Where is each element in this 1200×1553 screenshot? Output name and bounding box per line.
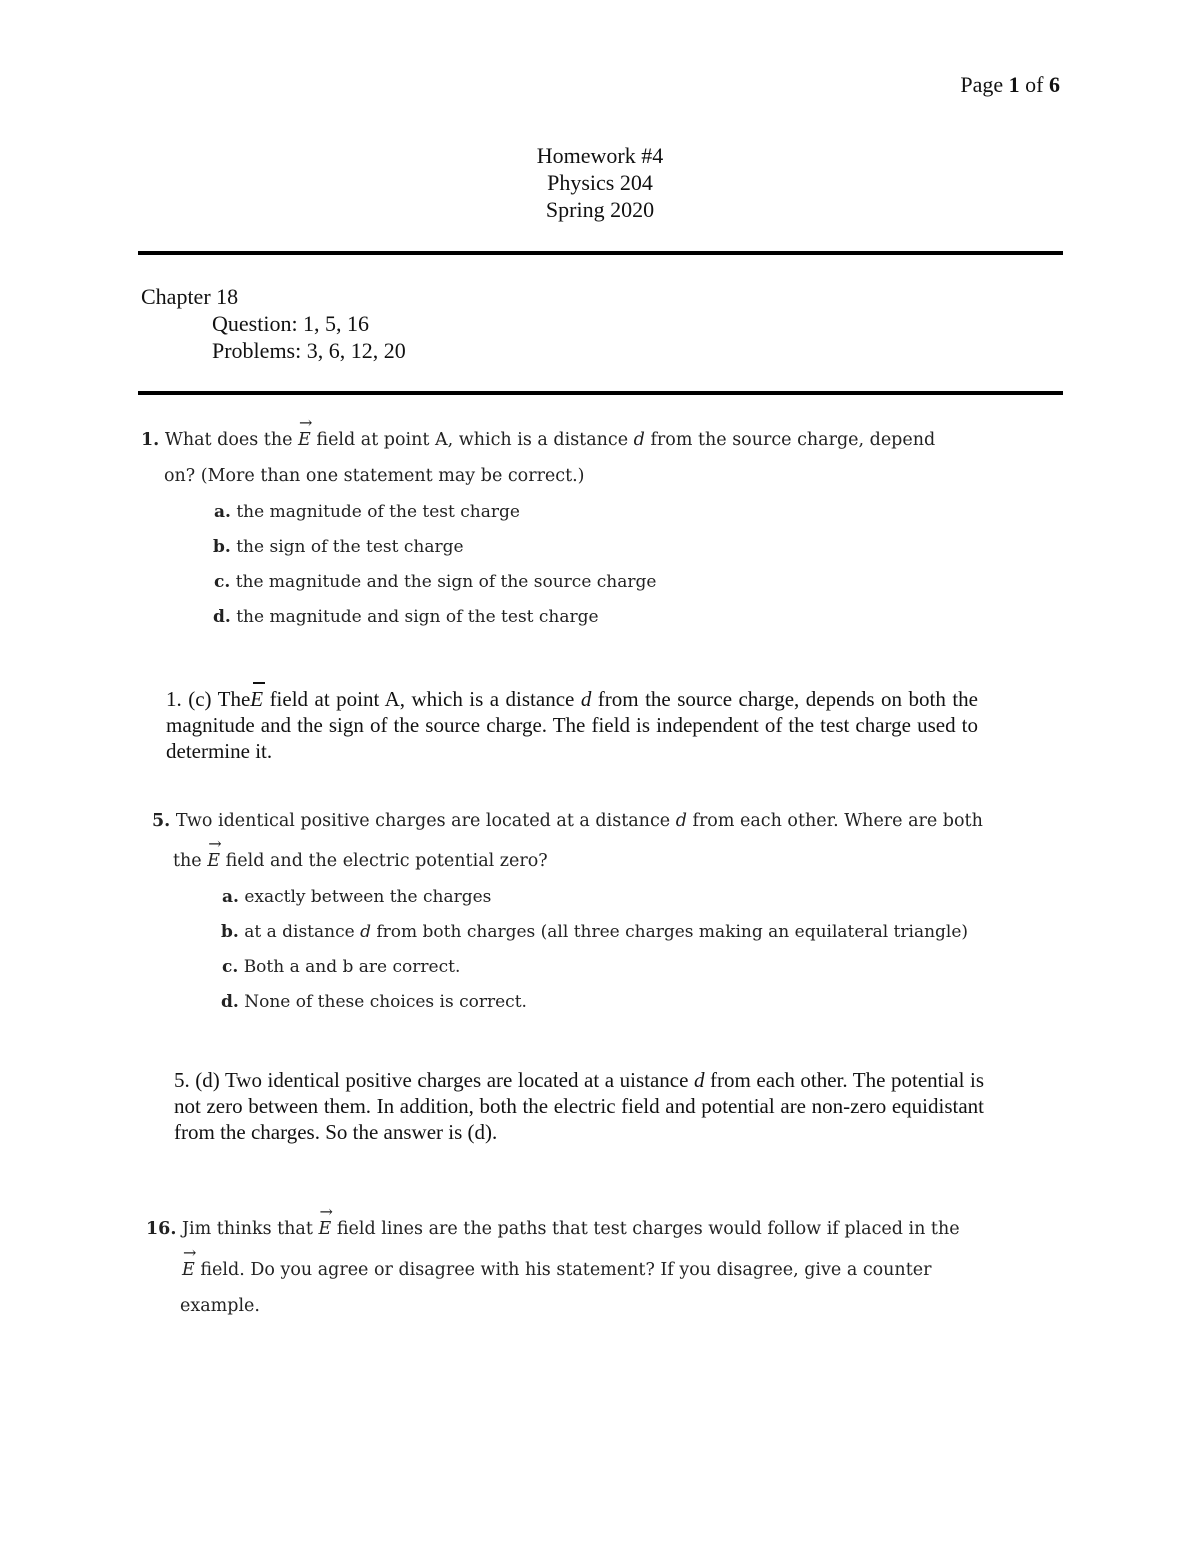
header-title: Homework #4 — [536, 143, 664, 168]
option-letter: c. — [214, 572, 231, 592]
vector-e-symbol: → E — [182, 1243, 197, 1280]
vector-e-symbol: → E — [298, 413, 313, 450]
answer-text: from each other. The potential is not zero between them. In addition, both the electric field and potential are non-zero equidistant from the charges. So the answer is (d). — [174, 1068, 985, 1144]
q5-option-b — [221, 922, 968, 942]
problems-list: Problems: 3, 6, 12, 20 — [212, 338, 406, 363]
question-16-line3: example. — [180, 1296, 260, 1316]
divider-bottom — [138, 391, 1063, 395]
question-number: 1. — [141, 430, 160, 450]
question-text: Two identical positive charges are located at a distance — [175, 811, 671, 831]
question-5-line1 — [152, 811, 983, 831]
page-of-label: of — [1025, 72, 1044, 97]
option-letter: c. — [222, 957, 239, 977]
option-text: the sign of the test charge — [236, 537, 464, 557]
question-text: What does the — [164, 430, 293, 450]
q5-option-c — [222, 957, 460, 977]
question-5-line2 — [173, 834, 548, 871]
questions-list: Question: 1, 5, 16 — [212, 311, 370, 336]
chapter-label: Chapter 18 — [141, 284, 239, 309]
question-text: Jim thinks that — [182, 1219, 313, 1239]
question-text: from each other. Where are both — [692, 811, 983, 831]
option-letter: d. — [213, 607, 231, 627]
option-text: Both a and b are correct. — [243, 957, 461, 977]
question-number: 16. — [146, 1219, 177, 1239]
option-text: the magnitude and the sign of the source charge — [235, 572, 657, 592]
question-text: field. Do you agree or disagree with his statement? If you disagree, give a counter — [200, 1260, 932, 1280]
q1-option-b — [213, 537, 464, 557]
vector-e-symbol — [250, 686, 263, 712]
option-text: exactly between the charges — [244, 887, 492, 907]
question-text: from the source charge, depend — [650, 430, 936, 450]
question-1-line1 — [141, 413, 936, 450]
answer-text: from the source charge, depends on both the magnitude and the sign of the source charge. The field is independent of the test charge used to determine it. — [166, 687, 978, 763]
q1-option-c — [214, 572, 656, 592]
question-1-line2: on? (More than one statement may be correct.) — [164, 466, 585, 486]
answer-text: 5. (d) Two identical positive charges are located at a uistance — [174, 1068, 689, 1092]
question-16-line2 — [182, 1243, 932, 1280]
header-term: Spring 2020 — [545, 197, 655, 222]
option-letter: d. — [221, 992, 239, 1012]
variable-d: d — [633, 430, 645, 450]
question-16-line1 — [146, 1202, 960, 1239]
q1-option-a — [214, 502, 520, 522]
vector-e-symbol: → E — [318, 1202, 333, 1239]
vector-letter: E — [298, 430, 311, 450]
header-course: Physics 204 — [547, 170, 653, 195]
answer-text: field at point A, which is a distance — [269, 687, 575, 711]
divider-top — [138, 251, 1063, 255]
page-current: 1 — [1008, 72, 1020, 97]
variable-d: d — [580, 687, 592, 711]
question-text: field lines are the paths that test charges would follow if placed in the — [336, 1219, 960, 1239]
page-total: 6 — [1049, 72, 1060, 97]
variable-d: d — [360, 922, 371, 942]
answer-text: 1. (c) The — [166, 687, 251, 711]
option-text: None of these choices is correct. — [244, 992, 527, 1012]
document-header — [0, 142, 1200, 223]
answer-5 — [174, 1067, 984, 1145]
q1-option-d — [213, 607, 599, 627]
vector-letter: E — [182, 1260, 195, 1280]
option-text: the magnitude and sign of the test charge — [236, 607, 599, 627]
vector-letter: E — [318, 1219, 332, 1239]
vector-letter: E — [207, 851, 221, 871]
question-number: 5. — [152, 811, 171, 831]
variable-d: d — [675, 811, 687, 831]
option-letter: b. — [221, 922, 239, 942]
option-letter: a. — [222, 887, 239, 907]
option-text: at a distance — [244, 922, 355, 942]
q5-option-a — [222, 887, 491, 907]
q5-option-d — [221, 992, 527, 1012]
question-text: field and the electric potential zero? — [225, 851, 548, 871]
question-text: the — [173, 851, 202, 871]
variable-d: d — [693, 1068, 705, 1092]
vector-e-symbol: → E — [207, 834, 222, 871]
vector-letter: E — [250, 687, 264, 711]
page-number — [960, 72, 1060, 98]
option-letter: b. — [213, 537, 231, 557]
option-letter: a. — [214, 502, 231, 522]
answer-1 — [166, 686, 978, 764]
option-text: from both charges (all three charges making an equilateral triangle) — [376, 922, 969, 942]
option-text: the magnitude of the test charge — [236, 502, 520, 522]
question-text: field at point A, which is a distance — [316, 430, 629, 450]
assignment-block — [141, 283, 406, 364]
page-prefix: Page — [960, 72, 1004, 97]
